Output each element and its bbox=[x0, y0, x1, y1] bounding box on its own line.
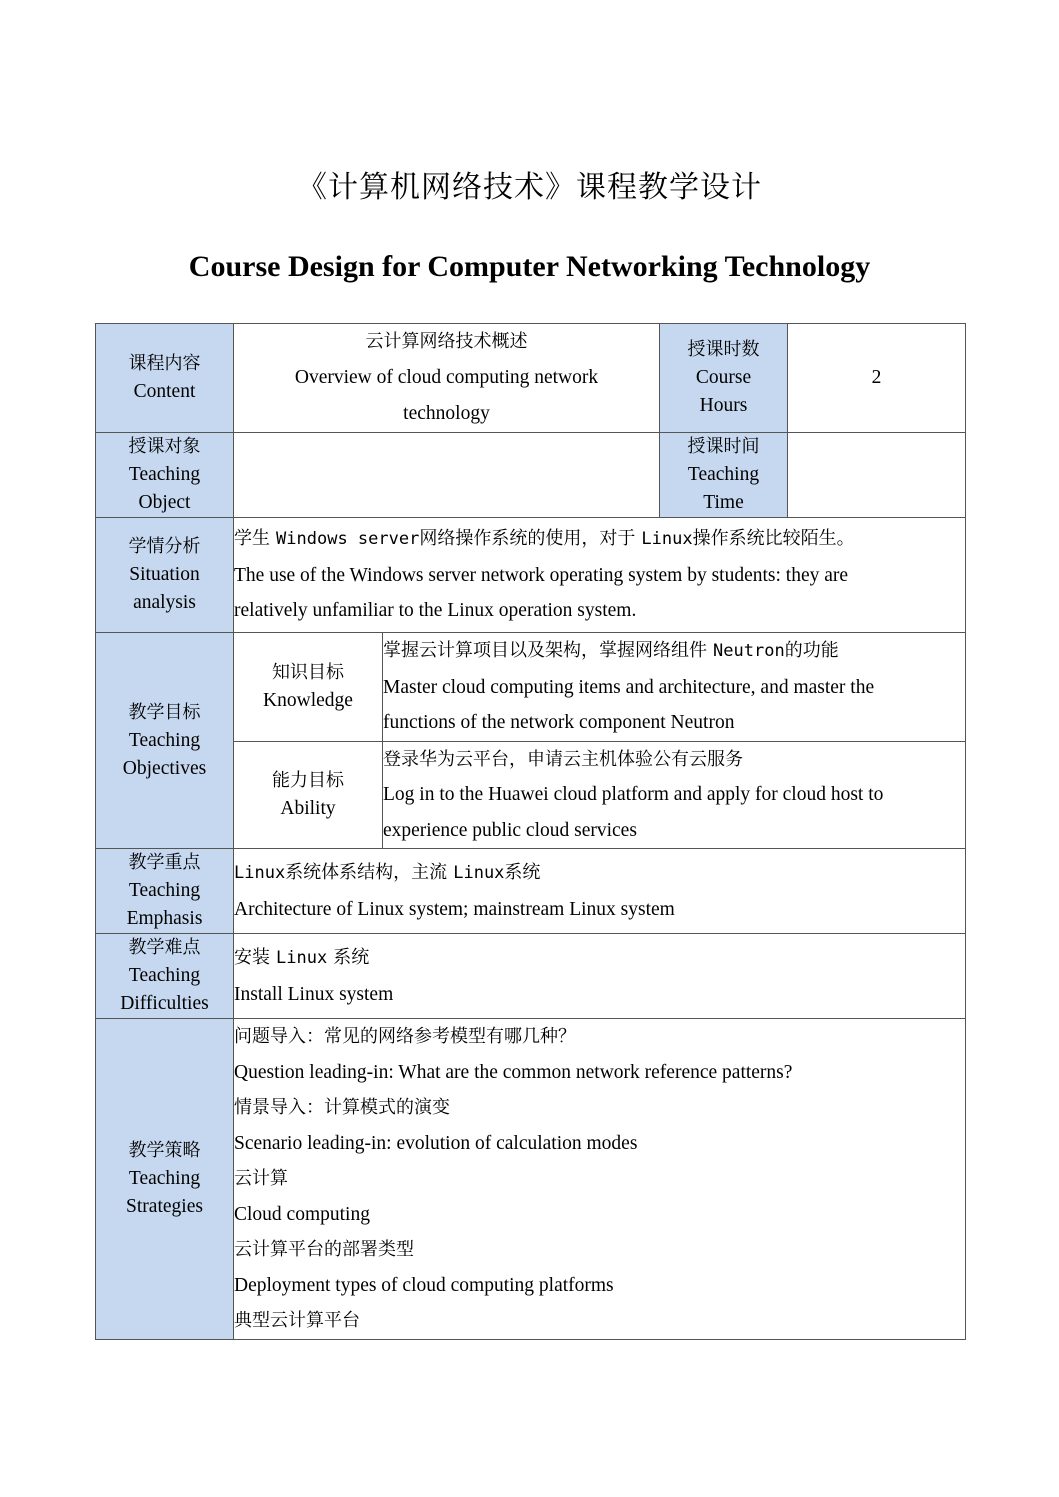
strategy-line: 云计算 bbox=[234, 1168, 288, 1190]
row-content bbox=[96, 324, 966, 433]
row-strategies bbox=[96, 1019, 966, 1340]
situation-label: 学情分析 Situation analysis bbox=[96, 518, 234, 633]
strategy-line: Cloud computing bbox=[234, 1203, 370, 1225]
emphasis-label: 教学重点 Teaching Emphasis bbox=[96, 849, 234, 934]
difficulties-label: 教学难点 Teaching Difficulties bbox=[96, 934, 234, 1019]
strategies-text bbox=[234, 1019, 966, 1340]
objectives-label: 教学目标 Teaching Objectives bbox=[96, 633, 234, 849]
row-emphasis bbox=[96, 849, 966, 934]
teaching-object-value bbox=[234, 433, 660, 518]
row-situation bbox=[96, 518, 966, 633]
knowledge-text: 掌握云计算项目以及架构，掌握网络组件 Neutron的功能 Master cloud computing items and architecture, and master the functions of the network component Neutron bbox=[383, 633, 966, 742]
difficulties-text: 安装 Linux 系统 Install Linux system bbox=[234, 934, 966, 1019]
teaching-time-value bbox=[788, 433, 966, 518]
strategies-label: 教学策略 Teaching Strategies bbox=[96, 1019, 234, 1340]
ability-label: 能力目标 Ability bbox=[234, 741, 383, 849]
strategy-line: Scenario leading-in: evolution of calculation modes bbox=[234, 1132, 638, 1154]
strategy-line: 云计算平台的部署类型 bbox=[234, 1239, 414, 1261]
content-value: 云计算网络技术概述 Overview of cloud computing network technology bbox=[234, 324, 660, 433]
course-hours-label: 授课时数 Course Hours bbox=[660, 324, 788, 433]
course-design-table bbox=[95, 323, 966, 1340]
teaching-time-label: 授课时间 Teaching Time bbox=[660, 433, 788, 518]
course-hours-value: 2 bbox=[788, 324, 966, 433]
strategy-line: 问题导入：常见的网络参考模型有哪几种？ bbox=[234, 1026, 576, 1048]
emphasis-text: Linux系统体系结构，主流 Linux系统 Architecture of Linux system; mainstream Linux system bbox=[234, 849, 966, 934]
page-title-english: Course Design for Computer Networking Technology bbox=[188, 250, 871, 283]
strategy-line: Question leading-in: What are the common network reference patterns? bbox=[234, 1061, 793, 1083]
strategy-line: 情景导入：计算模式的演变 bbox=[234, 1097, 450, 1119]
row-object bbox=[96, 433, 966, 518]
knowledge-label: 知识目标 Knowledge bbox=[234, 633, 383, 742]
situation-text: 学生 Windows server网络操作系统的使用，对于 Linux操作系统比较陌生。 The use of the Windows server network operating system by students: they are relatively unfamiliar to the Linux operation system. bbox=[234, 518, 966, 633]
ability-text: 登录华为云平台，申请云主机体验公有云服务 Log in to the Huawei cloud platform and apply for cloud host to experience public cloud services bbox=[383, 741, 966, 849]
strategy-line: Deployment types of cloud computing platforms bbox=[234, 1274, 614, 1296]
page-title-chinese: 《计算机网络技术》课程教学设计 bbox=[297, 170, 762, 205]
row-objectives-knowledge bbox=[96, 633, 966, 742]
content-label: 课程内容 Content bbox=[96, 324, 234, 433]
row-difficulties bbox=[96, 934, 966, 1019]
strategy-line: 典型云计算平台 bbox=[234, 1310, 360, 1332]
teaching-object-label: 授课对象 Teaching Object bbox=[96, 433, 234, 518]
